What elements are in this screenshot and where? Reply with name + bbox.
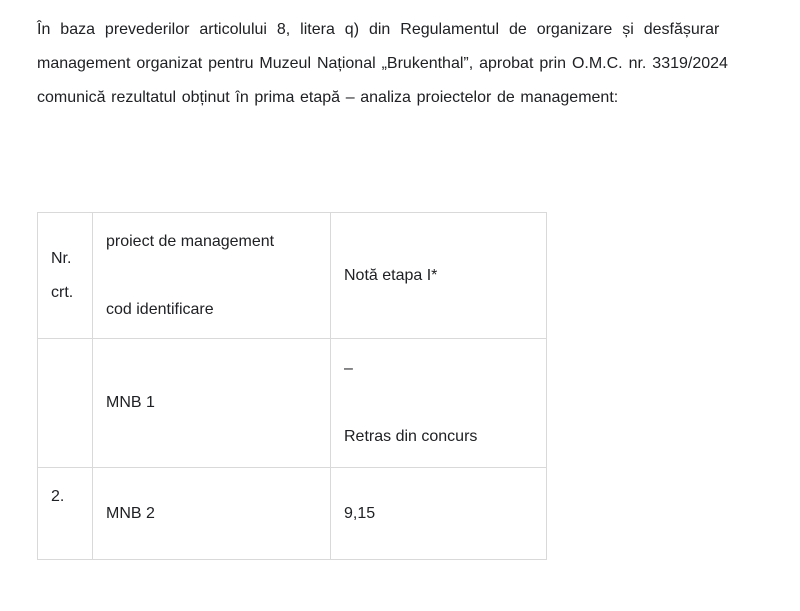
results-table	[37, 212, 547, 560]
header-cell-nr-crt: Nr. crt.	[38, 213, 93, 339]
table-row	[38, 339, 547, 468]
table-header-row	[38, 213, 547, 339]
table-row	[38, 468, 547, 560]
paragraph-line-3: comunică rezultatul obținut în prima etapă – analiza proiectelor de management:	[37, 89, 619, 106]
paragraph-line-2: management organizat pentru Muzeul Național „Brukenthal”, aprobat prin O.M.C. nr. 3319/2024	[37, 55, 728, 72]
paragraph-line-1: În baza prevederilor articolului 8, litera q) din Regulamentul de organizare și desfășurar	[37, 21, 720, 38]
cell-code: MNB 1	[93, 339, 331, 468]
cell-code: MNB 2	[93, 468, 331, 560]
cell-nr: 2.	[38, 468, 93, 560]
cell-nota: – Retras din concurs	[331, 339, 547, 468]
header-cell-project-code: proiect de management cod identificare	[93, 213, 331, 339]
cell-nr	[38, 339, 93, 468]
intro-paragraph	[37, 13, 800, 115]
header-cell-nota-etapa: Notă etapa I*	[331, 213, 547, 339]
cell-nota: 9,15	[331, 468, 547, 560]
